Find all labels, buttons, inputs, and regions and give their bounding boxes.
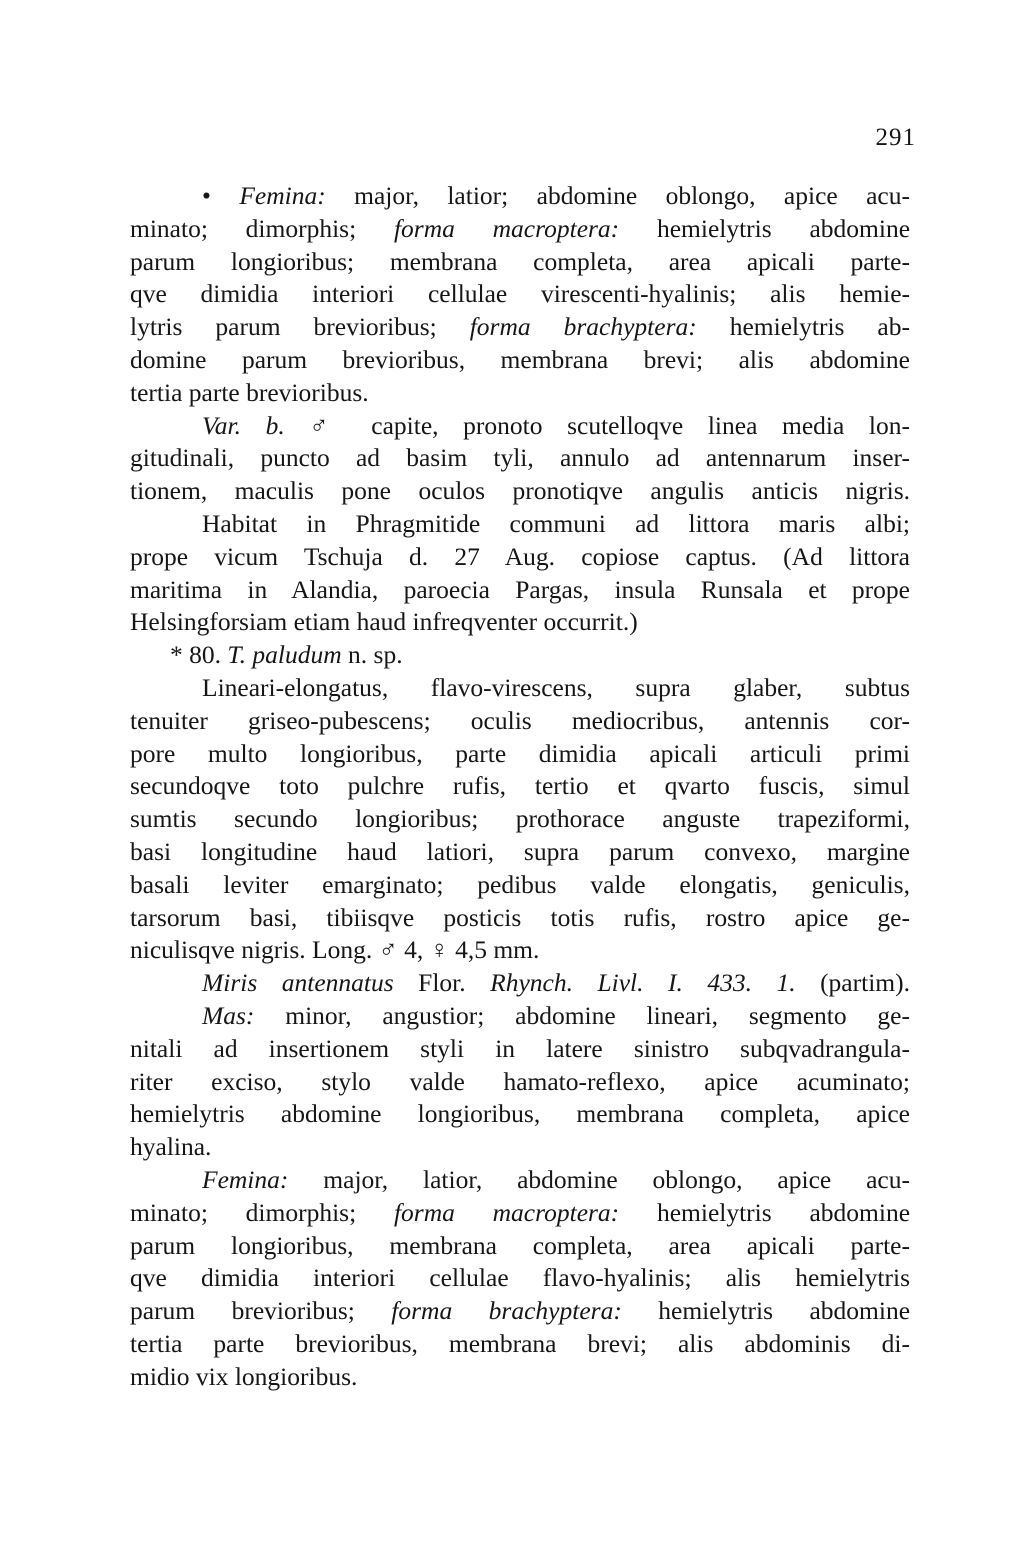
- text-line: tionem, maculis pone oculos pronotiqve angulis anticis nigris.: [130, 476, 910, 506]
- paragraph-femina-2: [130, 1164, 910, 1394]
- text-line: tarsorum basi, tibiisqve posticis totis rufis, rostro apice ge-: [130, 902, 910, 932]
- text-line: minato; dimorphis; forma macroptera: hemielytris abdomine: [130, 213, 911, 243]
- text-line: riter exciso, stylo valde hamato-reflexo, apice acuminato;: [130, 1066, 910, 1096]
- text-line: Helsingforsiam etiam haud infreqventer occurrit.): [130, 607, 638, 637]
- text-line: parum longioribus, membrana completa, area apicali parte-: [130, 1230, 910, 1260]
- text-line: Miris antennatus Flor. Rhynch. Livl. I. 433. 1. (partim).: [202, 968, 910, 998]
- text-line: lytris parum brevioribus; forma brachyptera: hemielytris ab-: [130, 312, 910, 342]
- text-line: parum longioribus; membrana completa, area apicali parte-: [130, 246, 910, 276]
- text-line: Lineari-elongatus, flavo-virescens, supra glaber, subtus: [202, 672, 910, 702]
- paragraph-synonym: [130, 967, 910, 1000]
- text-line: domine parum brevioribus, membrana brevi; alis abdomine: [130, 344, 910, 374]
- text-line: tertia parte brevioribus.: [130, 377, 369, 407]
- paragraph-femina-1: [130, 180, 910, 410]
- text-line: midio vix longioribus.: [130, 1361, 358, 1391]
- text-line: niculisqve nigris. Long. ♂ 4, ♀ 4,5 mm.: [130, 935, 540, 965]
- text-line: Habitat in Phragmitide communi ad littora maris albi;: [202, 508, 910, 538]
- text-line: basi longitudine haud latiori, supra parum convexo, margine: [130, 836, 910, 866]
- paragraph-mas: [130, 1000, 910, 1164]
- text-line: secundoqve toto pulchre rufis, tertio et qvarto fuscis, simul: [130, 771, 910, 801]
- text-line: sumtis secundo longioribus; prothorace anguste trapeziformi,: [130, 804, 910, 834]
- text-line: • Femina: major, latior; abdomine oblongo, apice acu-: [202, 181, 910, 210]
- text-line: tertia parte brevioribus, membrana brevi; alis abdominis di-: [130, 1328, 910, 1358]
- text-line: Femina: major, latior, abdomine oblongo, apice acu-: [202, 1164, 910, 1194]
- text-line: gitudinali, puncto ad basim tyli, annulo ad antennarum inser-: [130, 443, 910, 473]
- text-line: Var. b. ♂ capite, pronoto scutelloqve linea media lon-: [202, 410, 910, 440]
- text-line: hemielytris abdomine longioribus, membrana completa, apice: [130, 1099, 910, 1129]
- text-line: minato; dimorphis; forma macroptera: hemielytris abdomine: [130, 1197, 911, 1227]
- text-line: parum brevioribus; forma brachyptera: hemielytris abdomine: [130, 1296, 911, 1326]
- body-text: [130, 180, 910, 1393]
- paragraph-variety-b: [130, 410, 910, 508]
- text-line: pore multo longioribus, parte dimidia apicali articuli primi: [130, 738, 910, 768]
- text-line: basali leviter emarginato; pedibus valde elongatis, geniculis,: [130, 869, 910, 899]
- text-line: nitali ad insertionem styli in latere sinistro subqvadrangula-: [130, 1033, 910, 1063]
- species-heading: [130, 639, 910, 672]
- text-line: hyalina.: [130, 1132, 212, 1162]
- text-line: prope vicum Tschuja d. 27 Aug. copiose captus. (Ad littora: [130, 541, 910, 571]
- paragraph-description: [130, 672, 910, 967]
- page-number: 291: [875, 124, 916, 151]
- text-line: qve dimidia interiori cellulae virescenti-hyalinis; alis hemie-: [130, 279, 910, 309]
- text-line: Mas: minor, angustior; abdomine lineari, segmento ge-: [202, 1000, 910, 1030]
- text-line: tenuiter griseo-pubescens; oculis mediocribus, antennis cor-: [130, 705, 910, 735]
- text-line: maritima in Alandia, paroecia Pargas, insula Runsala et prope: [130, 574, 910, 604]
- paragraph-habitat: [130, 508, 910, 639]
- species-title: * 80. T. paludum n. sp.: [170, 640, 403, 670]
- text-line: qve dimidia interiori cellulae flavo-hyalinis; alis hemielytris: [130, 1263, 910, 1293]
